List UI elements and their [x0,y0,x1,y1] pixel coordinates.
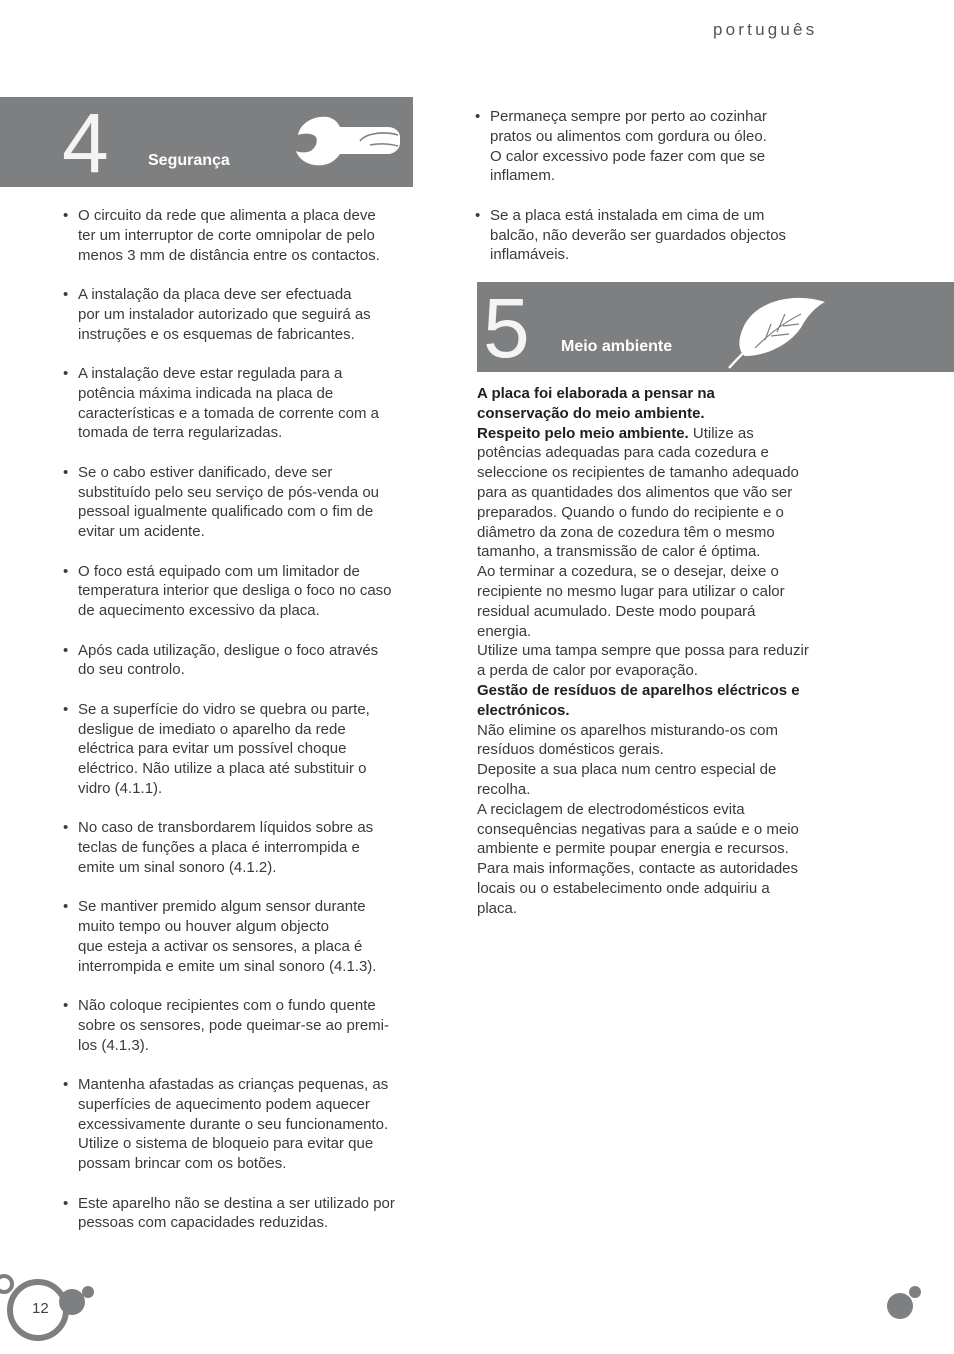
page-corner-decoration-right [880,1280,930,1326]
section-title: Meio ambiente [561,338,673,355]
section-number: 5 [483,281,530,375]
list-item [63,1075,413,1174]
list-item [63,562,413,621]
list-item [63,206,413,265]
environment-section [477,384,827,919]
list-item-text: No caso de transbordarem líquidos sobre as teclas de funções a placa é interrompida e emite um sinal sonoro (4.1.2). [78,819,374,876]
bullet-icon: • [63,997,69,1015]
list-item-text: O foco está equipado com um limitador de temperatura interior que desliga o foco no caso de aquecimento excessivo da placa. [78,562,392,620]
environment-intro-bold: A placa foi elaborada a pensar na conservação do meio ambiente. [477,385,715,422]
section-5-banner [477,281,954,375]
environment-respect [477,424,827,681]
list-item [63,996,413,1055]
list-item-text: Se o cabo estiver danificado, deve ser substituído pelo seu serviço de pós-venda ou pessoal igualmente qualificado com o fim de evitar um acidente. [78,463,380,541]
bullet-icon: • [63,819,69,837]
bullet-icon: • [63,1194,69,1212]
bullet-icon: • [475,206,481,224]
page-corner-decoration-left [0,1262,110,1354]
list-item [63,463,413,542]
respect-heading: Respeito pelo meio ambiente. [477,424,689,442]
bullet-icon: • [63,285,69,303]
list-item-text: Se mantiver premido algum sensor durante muito tempo ou houver algum objecto que esteja a activar os sensores, a placa é interrompida e emite um sinal sonoro (4.1.3). [78,898,377,975]
bullet-icon: • [63,562,69,580]
section-4-banner [0,96,413,190]
respect-text: Utilize as potências adequadas para cada cozedura e seleccione os recipientes de tamanho adequado para as quantidades dos alimentos que vão ser preparados. Quando o fundo do recipiente e o diâmetro da zona de cozedura têm o mesmo tamanho, a transmissão de calor é óptima. Ao terminar a cozedura, se o desejar, deixe o recipiente no mesmo lugar para utilizar o calor residual acumulado. Deste modo poupará energia. Utilize uma tampa sempre que possa para reduzir a perda de calor por evaporação. [477,424,809,680]
list-item-text: Mantenha afastadas as crianças pequenas, as superfícies de aquecimento podem aquecer excessivamente durante o seu funcionamento. Utilize o sistema de bloqueio para evitar que possam brincar com os botões. [78,1076,389,1173]
list-item-text: A instalação deve estar regulada para a potência máxima indicada na placa de características e a tomada de corrente com a tomada de terra regularizadas. [78,364,379,442]
list-item-text: Este aparelho não se destina a ser utilizado por pessoas com capacidades reduzidas. [78,1194,395,1232]
list-item [63,285,413,344]
page-number: 12 [32,1300,49,1317]
list-item-text: A instalação da placa deve ser efectuada por um instalador autorizado que seguirá as instruções e os esquemas de fabricantes. [78,285,371,343]
section-title: Segurança [148,152,230,169]
list-item [63,364,413,443]
list-item-text: O circuito da rede que alimenta a placa deve ter um interruptor de corte omnipolar de pelo menos 3 mm de distância entre os contactos. [78,207,380,264]
bullet-icon: • [63,1076,69,1094]
safety-list [63,206,413,1253]
list-item [63,641,413,681]
list-item-text: Se a placa está instalada em cima de um balcão, não deverão ser guardados objectos inflamáveis. [490,206,787,264]
bullet-icon: • [63,463,69,481]
list-item-text: Se a superfície do vidro se quebra ou parte, desligue de imediato o aparelho da rede eléctrica para evitar um possível choque eléctrico. Não utilize a placa até substituir o vidro (4.1.1). [78,700,370,797]
list-item [63,1194,413,1234]
environment-waste [477,681,827,721]
bullet-icon: • [63,207,69,224]
language-label: português [713,20,818,39]
bullet-icon: • [63,364,69,382]
wrench-icon [294,113,406,171]
environment-intro [477,384,827,424]
bullet-icon: • [475,108,481,125]
list-item [63,700,413,799]
waste-text: Não elimine os aparelhos misturando-os com resíduos domésticos gerais. Deposite a sua placa num centro especial de recolha. A reciclagem de electrodomésticos evita consequências negativas para a saúde e o meio ambiente e permite poupar energia e recursos. Para mais informações, contacte as autoridades locais ou o estabelecimento onde adquiriu a placa. [477,721,799,917]
list-item [63,818,413,877]
list-item-text: Não coloque recipientes com o fundo quente sobre os sensores, pode queimar-se ao premi- los (4.1.3). [78,997,389,1054]
bullet-icon: • [63,898,69,916]
list-item-text: Após cada utilização, desligue o foco através do seu controlo. [78,641,379,679]
bullet-icon: • [63,700,69,718]
safety-list-continued [475,107,815,285]
list-item [63,897,413,976]
list-item [475,206,815,265]
section-number: 4 [62,96,109,190]
list-item-text: Permaneça sempre por perto ao cozinhar pratos ou alimentos com gordura ou óleo. O calor excessivo pode fazer com que se inflamem. [490,108,767,185]
waste-heading: Gestão de resíduos de aparelhos eléctricos e electrónicos. [477,681,800,719]
bullet-icon: • [63,641,69,659]
list-item [475,107,815,186]
leaf-icon [725,290,829,370]
